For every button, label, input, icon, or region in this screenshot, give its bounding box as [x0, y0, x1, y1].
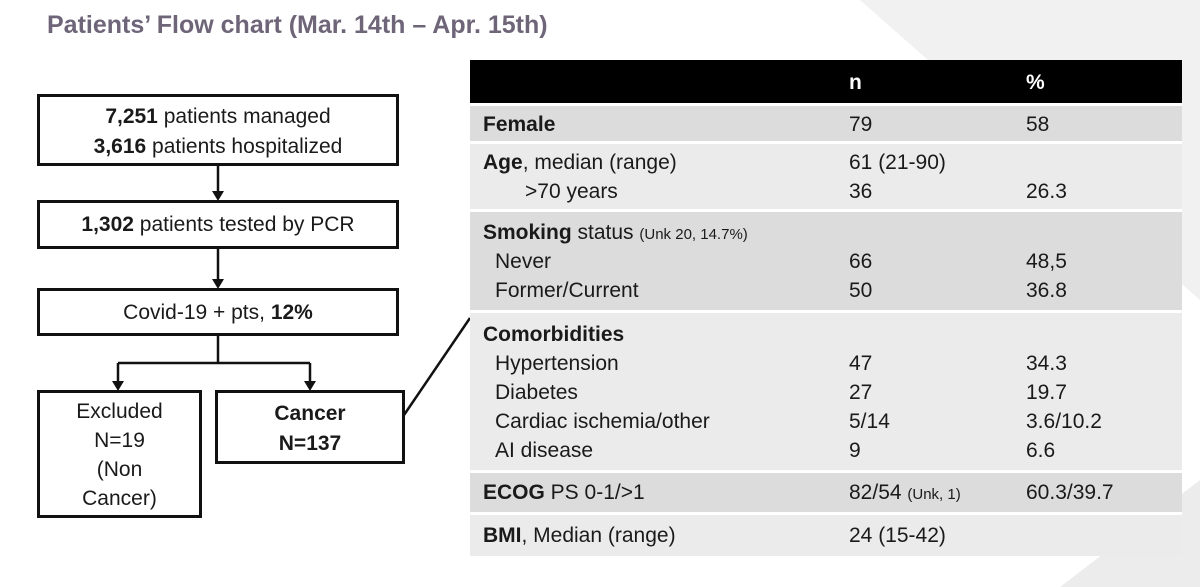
- characteristics-table: [470, 60, 1182, 556]
- pcr-tested-count: 1,302: [81, 213, 134, 236]
- row-female: [470, 106, 1182, 141]
- female-pct: 58: [1026, 113, 1050, 136]
- smoking-former-n: 50: [849, 279, 873, 302]
- age-label: Age: [483, 151, 523, 174]
- ecog-unknown-note: (Unk, 1): [907, 486, 961, 503]
- diabetes-n: 27: [849, 381, 873, 404]
- row-comorbidities: [470, 313, 1182, 470]
- patients-hospitalized-label: patients hospitalized: [146, 135, 343, 158]
- excluded-count: N=19: [94, 429, 145, 452]
- cancer-count: N=137: [278, 432, 342, 455]
- patients-managed-label: patients managed: [157, 105, 331, 128]
- excluded-label: Excluded: [76, 400, 163, 423]
- row-smoking: [470, 212, 1182, 310]
- smoking-label: Smoking: [483, 221, 572, 244]
- female-label: Female: [483, 113, 556, 136]
- bmi-label: BMI: [483, 524, 522, 547]
- ai-disease-n: 9: [849, 439, 861, 462]
- age-n: 61 (21-90): [849, 151, 946, 174]
- diabetes-label: Diabetes: [495, 381, 578, 404]
- table-header: [470, 60, 1182, 103]
- flow-box-covid-positive: [37, 288, 399, 336]
- age-over70-n: 36: [849, 180, 873, 203]
- diabetes-pct: 19.7: [1026, 381, 1067, 404]
- cardiac-label: Cardiac ischemia/other: [495, 410, 710, 433]
- ecog-label-rest: PS 0-1/>1: [544, 481, 645, 504]
- age-over70-pct: 26.3: [1026, 180, 1067, 203]
- excluded-reason-line1: (Non: [96, 458, 143, 481]
- patients-hospitalized-count: 3,616: [93, 135, 147, 158]
- bmi-n: 24 (15-42): [849, 524, 946, 547]
- row-ecog: [470, 473, 1182, 512]
- cardiac-n: 5/14: [849, 410, 890, 433]
- row-bmi: [470, 515, 1182, 556]
- ecog-label: ECOG: [483, 481, 545, 504]
- patients-managed-count: 7,251: [105, 105, 158, 128]
- flow-box-pcr-tested: [37, 200, 399, 249]
- row-age: [470, 144, 1182, 209]
- flow-box-patients-managed: [37, 94, 399, 166]
- flow-box-cancer: [215, 390, 405, 464]
- age-label-rest: , median (range): [522, 151, 677, 174]
- ai-disease-label: AI disease: [495, 439, 594, 462]
- header-percent: %: [1026, 71, 1045, 94]
- ecog-pct: 60.3/39.7: [1026, 481, 1114, 504]
- smoking-label-rest: status: [571, 221, 640, 244]
- slide-title: Patients’ Flow chart (Mar. 14th – Apr. 15th): [47, 11, 548, 39]
- header-n: n: [849, 71, 862, 94]
- hypertension-label: Hypertension: [495, 352, 619, 375]
- pcr-tested-label: patients tested by PCR: [133, 213, 355, 236]
- hypertension-pct: 34.3: [1026, 352, 1067, 375]
- age-over70-label: >70 years: [525, 180, 618, 203]
- cancer-label: Cancer: [274, 402, 346, 425]
- excluded-reason-line2: Cancer): [82, 487, 157, 510]
- smoking-unknown-note: (Unk 20, 14.7%): [639, 226, 748, 243]
- smoking-never-label: Never: [495, 250, 552, 273]
- ai-disease-pct: 6.6: [1026, 439, 1056, 462]
- smoking-former-label: Former/Current: [495, 279, 639, 302]
- covid-positive-percent: 12%: [270, 301, 313, 324]
- flow-box-excluded: [37, 390, 202, 518]
- ecog-n: 82/54: [849, 481, 908, 504]
- comorbidities-label: Comorbidities: [483, 323, 625, 346]
- covid-positive-label: Covid-19 + pts,: [123, 301, 271, 324]
- smoking-never-n: 66: [849, 250, 873, 273]
- cardiac-pct: 3.6/10.2: [1026, 410, 1102, 433]
- smoking-never-pct: 48,5: [1026, 250, 1067, 273]
- bmi-label-rest: , Median (range): [521, 524, 676, 547]
- smoking-former-pct: 36.8: [1026, 279, 1067, 302]
- hypertension-n: 47: [849, 352, 873, 375]
- female-n: 79: [849, 113, 873, 136]
